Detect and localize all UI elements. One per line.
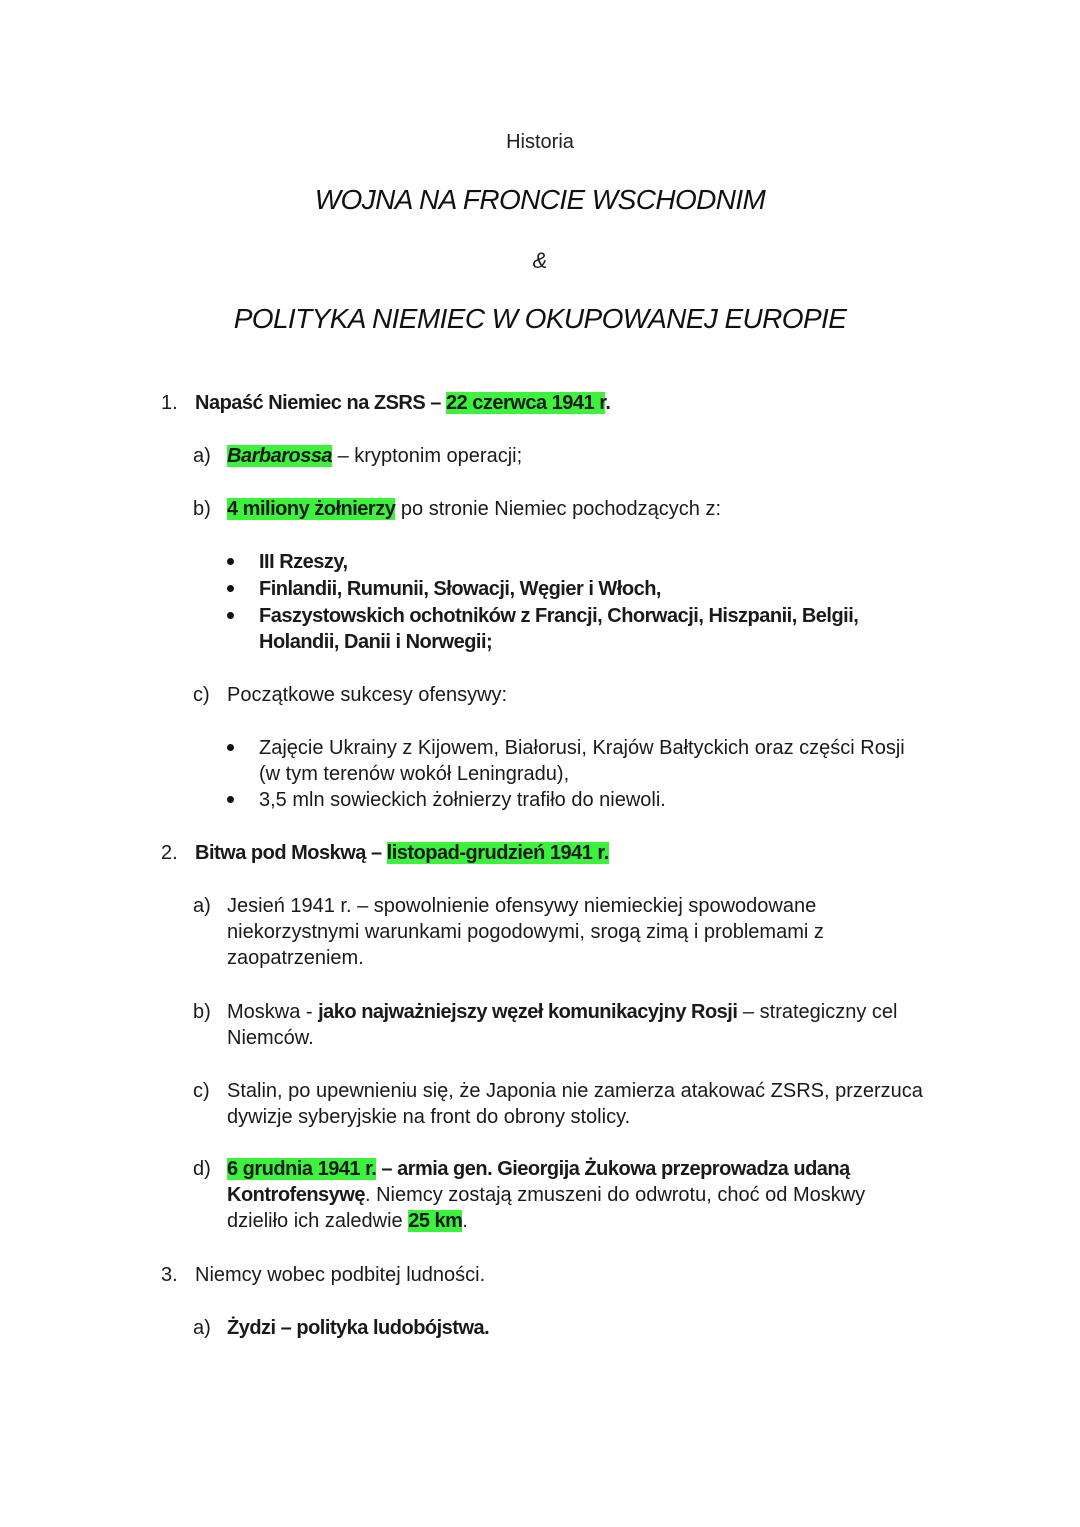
section-3-number: 3. [161,1264,178,1286]
item-2b-line-1 [227,999,897,1025]
section-1-lead: Napaść Niemiec na ZSRS – [195,392,446,414]
item-1c-bullet-1-cont: (w tym terenów wokół Leningradu), [259,763,570,785]
item-2c-line-1: Stalin, po upewnieniu się, że Japonia nie zamierza atakować ZSRS, przerzuca [227,1080,923,1102]
item-2a-line-3: zaopatrzeniem. [227,947,364,969]
item-1b-bullet-3-cont: Holandii, Danii i Norwegii; [259,631,493,653]
item-2d-bold-1: – armia gen. Gieorgija Żukowa przeprowadza udaną [376,1158,850,1180]
title-ampersand: & [532,248,548,273]
section-2-lead: Bitwa pod Moskwą – [195,842,387,864]
item-1c-bullet-2: 3,5 mln sowieckich żołnierzy trafiło do niewoli. [259,789,666,811]
item-2d-bold-2: Kontrofensywę [227,1184,365,1206]
item-1c-label: c) [193,684,210,706]
section-1-number: 1. [161,392,178,414]
item-1a-label: a) [193,445,211,467]
item-1b-highlight: 4 miliony żołnierzy [227,498,396,520]
item-2a-label: a) [193,895,211,917]
item-2c-label: c) [193,1080,210,1102]
item-1b-bullet-3: Faszystowskich ochotników z Francji, Chorwacji, Hiszpanii, Belgii, [259,605,859,627]
title-line-2: POLITYKA NIEMIEC W OKUPOWANEJ EUROPIE [233,303,847,334]
item-2c-line-2: dywizje syberyjskie na front do obrony stolicy. [227,1106,631,1128]
item-2b-pre: Moskwa - [227,1001,319,1023]
item-1b [227,496,721,522]
item-3a-text: Żydzi – polityka ludobójstwa. [227,1317,490,1339]
section-2-date: listopad-grudzień 1941 r. [386,842,609,864]
bullet-icon [227,558,234,565]
item-1b-bullet-1: III Rzeszy, [259,551,348,573]
item-1b-label: b) [193,498,211,520]
section-1-tail: . [605,392,611,414]
item-2d-line-3 [227,1208,468,1234]
item-2a-line-2: niekorzystnymi warunkami pogodowymi, srogą zimą i problemami z [227,921,824,943]
subject-heading: Historia [506,131,574,153]
item-2d-text-2: . Niemcy zostają zmuszeni do odwrotu, choć od Moskwy [364,1184,866,1206]
item-2b-line-2: Niemców. [227,1027,314,1049]
bullet-icon [227,744,234,751]
item-1c-text: Początkowe sukcesy ofensywy: [227,684,508,706]
item-2d-label: d) [193,1158,211,1180]
item-1a [227,443,522,469]
bullet-icon [227,796,234,803]
section-2-number: 2. [161,842,178,864]
item-1c-bullet-1: Zajęcie Ukrainy z Kijowem, Białorusi, Krajów Bałtyckich oraz części Rosji [259,737,905,759]
bullet-icon [227,585,234,592]
title-line-1: WOJNA NA FRONCIE WSCHODNIM [314,184,766,215]
item-2b-post: – strategiczny cel [737,1001,898,1023]
item-2a-line-1: Jesień 1941 r. – spowolnienie ofensywy niemieckiej spowodowane [227,895,817,917]
item-1b-text: po stronie Niemiec pochodzących z: [395,498,722,520]
section-1-heading [195,390,610,416]
section-1-date: 22 czerwca 1941 r [445,392,606,414]
item-1a-highlight: Barbarossa [227,445,333,467]
item-2b-label: b) [193,1001,211,1023]
item-2d-line-1 [227,1156,850,1182]
item-1b-bullet-2: Finlandii, Rumunii, Słowacji, Węgier i Włoch, [259,578,661,600]
item-2d-text-3: dzieliło ich zaledwie [227,1210,409,1232]
section-2-heading [195,840,609,866]
section-3-heading: Niemcy wobec podbitej ludności. [195,1264,486,1286]
item-2d-tail: . [462,1210,468,1232]
item-2d-distance: 25 km [408,1210,463,1232]
item-2b-bold: jako najważniejszy węzeł komunikacyjny Rosji [318,1001,738,1023]
bullet-icon [227,612,234,619]
item-2d-line-2 [227,1182,865,1208]
item-3a-label: a) [193,1317,211,1339]
item-1a-text: – kryptonim operacji; [332,445,523,467]
item-2d-date: 6 grudnia 1941 r. [227,1158,377,1180]
